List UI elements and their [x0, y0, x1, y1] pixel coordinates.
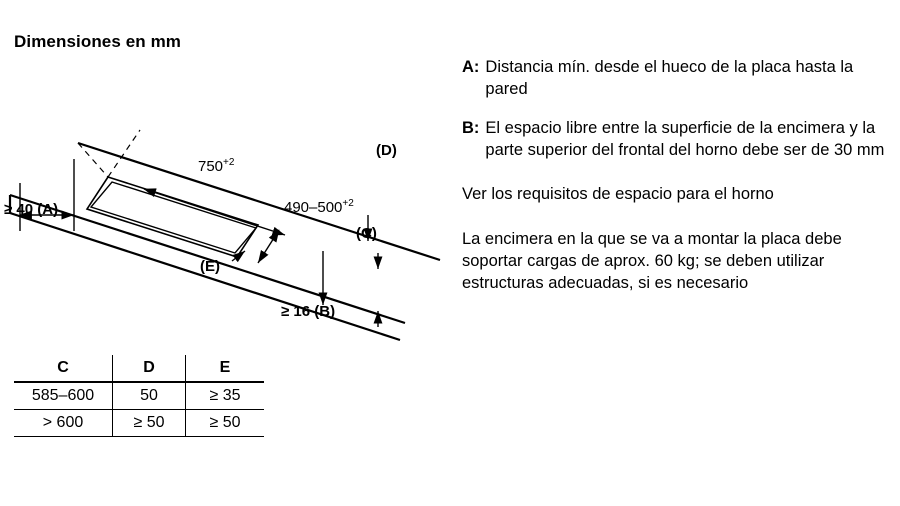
cutout-outline [87, 177, 258, 257]
table-cell: 585–600 [14, 382, 113, 410]
table-cell: ≥ 50 [186, 410, 265, 437]
table-header-c: C [14, 355, 113, 382]
table-cell: ≥ 35 [186, 382, 265, 410]
table-cell: 50 [113, 382, 186, 410]
note-a-key: A: [462, 58, 480, 76]
dimension-table [14, 355, 264, 437]
table-header-d: D [113, 355, 186, 382]
note-b-key: B: [462, 119, 480, 138]
label-b: ≥ 16 (B) [281, 303, 336, 320]
table-row [14, 410, 264, 437]
note-b [462, 117, 892, 161]
table-cell: > 600 [14, 410, 113, 437]
label-width: $750^{+2}$ [198, 157, 235, 175]
notes-column [462, 56, 892, 311]
note-a [462, 56, 892, 100]
label-a: ≥ 40 (A) [4, 201, 59, 218]
table-cell: ≥ 50 [113, 410, 186, 437]
note-a-text: Distancia mín. desde el hueco de la placa hasta la pared [485, 58, 854, 99]
table-header-e: E [186, 355, 265, 382]
note-load-capacity: La encimera en la que se va a montar la placa debe soportar cargas de aprox. 60 kg; se deben utilizar estructuras adecuadas, si es necesario [462, 229, 842, 292]
label-c: (C) [356, 225, 377, 242]
label-e: (E) [200, 258, 220, 275]
note-oven-space: Ver los requisitos de espacio para el horno [462, 185, 774, 204]
label-depth: $490-500^{+2}$ [284, 198, 354, 216]
worktop-cutout-diagram [0, 55, 450, 345]
table-row [14, 382, 264, 410]
table-header-row [14, 355, 264, 382]
page-title: Dimensiones en mm [14, 32, 182, 51]
label-d: (D) [376, 142, 397, 159]
note-b-text: El espacio libre entre la superficie de la encimera y la parte superior del frontal del horno debe ser de 30 mm [485, 119, 885, 160]
diagram-svg [0, 55, 450, 345]
